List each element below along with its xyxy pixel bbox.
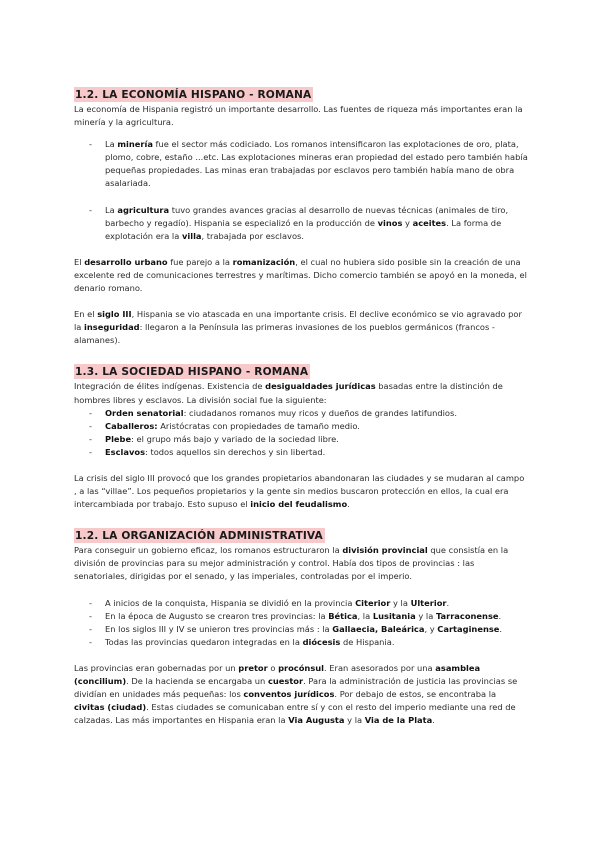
economia-list-2 — [74, 204, 528, 243]
organizacion-intro: Para conseguir un gobierno eficaz, los romanos estructuraron la división provincial que consistía en la división de provincias para su mejor administración y control. Había dos tipos de provincias : las senatoriales, dirigidas por el senado, y las imperiales, controladas por el imperio. — [74, 545, 509, 582]
list-item: - Plebe: el grupo más bajo y variado de la sociedad libre. — [74, 433, 528, 446]
section-heading-economia: 1.2. LA ECONOMÍA HISPANO - ROMANA — [75, 89, 312, 101]
list-item: - Orden senatorial: ciudadanos romanos muy ricos y dueños de grandes latifundios. — [74, 407, 528, 420]
economia-list — [74, 138, 528, 190]
list-item: - Esclavos: todos aquellos sin derechos y sin libertad. — [74, 446, 528, 459]
sociedad-intro: Integración de élites indígenas. Existencia de desigualdades jurídicas basadas entre la distinción de hombres libres y esclavos. La división social fue la siguiente: — [74, 381, 503, 405]
list-item: - A inicios de la conquista, Hispania se dividió en la provincia Citerior y la Ulterior. — [74, 597, 528, 610]
paragraph-crisis-siglo-iii: La crisis del siglo III provocó que los grandes propietarios abandonaran las ciudades y se mudaran al campo , a las “villae”. Los pequeños propietarios y la gente sin medios buscaron protección en ellos, la cual era intercambiada por trabajo. Esto supuso el inicio del feudalismo. — [74, 472, 525, 510]
social-classes-list — [74, 407, 528, 459]
paragraph-gobierno-provincias: Las provincias eran gobernadas por un pretor o procónsul. Eran asesorados por una asamblea (concilium). De la hacienda se encargaba un cuestor. Para la administración de justicia las provincias se dividían en unidades más pequeñas: los conventos jurídicos. Por debajo de estos, se encontraba la civitas (ciudad). Estas ciudades se comunicaban entre sí y con el resto del imperio mediante una red de calzadas. Las más importantes en Hispania eran la Via Augusta y la Via de la Plata. — [74, 662, 518, 726]
provinces-list — [74, 597, 528, 649]
paragraph-desarrollo-urbano: El desarrollo urbano fue parejo a la romanización, el cual no hubiera sido posible sin la creación de una excelente red de comunicaciones terrestres y marítimas. Dicho comercio también se apoyó en la moneda, el denario romano. — [74, 256, 527, 294]
document-content — [74, 83, 528, 727]
list-item-agricultura: - La agricultura tuvo grandes avances gracias al desarrollo de nuevas técnicas (animales de tiro, barbecho y regadío). Hispania se especializó en la producción de vinos y aceites. La forma de explotación era la villa, trabajada por esclavos. — [74, 204, 528, 243]
list-item: - Caballeros: Aristócratas con propiedades de tamaño medio. — [74, 420, 528, 433]
paragraph-siglo-iii: En el siglo III, Hispania se vio atascada en una importante crisis. El declive económico se vio agravado por la inseguridad: llegaron a la Península las primeras invasiones de los pueblos germánicos (francos - alamanes). — [74, 309, 522, 346]
list-item: - En la época de Augusto se crearon tres provincias: la Bética, la Lusitania y la Tarraconense. — [74, 610, 528, 623]
list-item-mineria: - La minería fue el sector más codiciado. Los romanos intensificaron las explotaciones de oro, plata, plomo, cobre, estaño ...etc. Las explotaciones mineras eran propiedad del estado pero también había pequeñas propiedades. Las minas eran trabajadas por esclavos pero también había mano de obra asalariada. — [74, 138, 528, 190]
section-heading-sociedad: 1.3. LA SOCIEDAD HISPANO - ROMANA — [75, 366, 309, 379]
list-item: - Todas las provincias quedaron integradas en la diócesis de Hispania. — [74, 636, 528, 649]
list-item: - En los siglos III y IV se unieron tres provincias más : la Gallaecia, Baleárica, y Cartaginense. — [74, 623, 528, 636]
section-heading-organizacion: 1.2. LA ORGANIZACIÓN ADMINISTRATIVA — [75, 530, 323, 543]
economia-intro: La economía de Hispania registró un importante desarrollo. Las fuentes de riqueza más importantes eran la minería y la agricultura. — [74, 104, 523, 128]
